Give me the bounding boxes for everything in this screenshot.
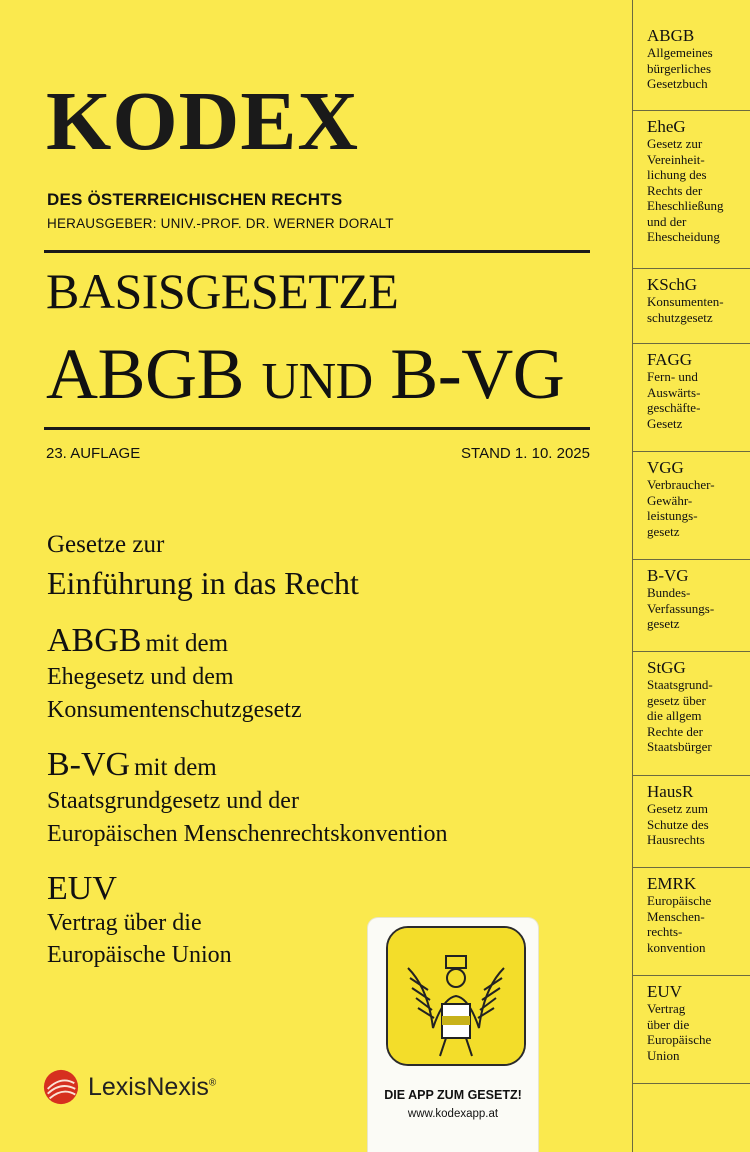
tab-abgb[interactable]	[633, 20, 750, 111]
abgb-head: ABGB	[47, 622, 142, 659]
intro-big: Einführung in das Recht	[47, 565, 359, 601]
main-title	[46, 334, 565, 414]
tab-hausr[interactable]	[633, 776, 750, 868]
brand-title: KODEX	[46, 75, 360, 168]
tab-eheg[interactable]	[633, 111, 750, 269]
publisher-logo	[42, 1068, 216, 1106]
tab-desc: Bundes- Verfassungs- gesetz	[647, 585, 715, 631]
eagle-icon	[386, 926, 526, 1066]
tab-desc: Konsumenten- schutzgesetz	[647, 294, 724, 325]
tab-code: KSchG	[647, 275, 698, 294]
tab-bvg[interactable]	[633, 560, 750, 652]
tab-desc: Europäische Menschen- rechts- konvention	[647, 893, 712, 955]
tab-code: FAGG	[647, 350, 693, 369]
tab-kschg[interactable]	[633, 269, 750, 344]
tab-stgg[interactable]	[633, 652, 750, 776]
publisher-name-text: LexisNexis	[88, 1072, 209, 1101]
euv-line2: Europäische Union	[47, 942, 232, 968]
tab-desc: Gesetz zur Vereinheit- lichung des Rechts der Eheschließung und der Ehescheidung	[647, 136, 724, 244]
editor-line: HERAUSGEBER: UNIV.-PROF. DR. WERNER DORALT	[47, 216, 394, 231]
lexisnexis-logo-icon	[42, 1068, 80, 1106]
tab-code: HausR	[647, 782, 694, 801]
tab-fagg[interactable]	[633, 344, 750, 452]
app-badge[interactable]	[368, 918, 538, 1152]
abgb-heading	[47, 624, 228, 658]
divider-top	[44, 250, 590, 253]
title-bvg: B-VG	[390, 334, 565, 414]
tab-emrk[interactable]	[633, 868, 750, 976]
tab-desc: Staatsgrund- gesetz über die allgem Rechte der Staatsbürger	[647, 677, 713, 754]
app-url[interactable]: www.kodexapp.at	[407, 1108, 499, 1120]
series-title: BASISGESETZE	[46, 263, 399, 319]
euv-head: EUV	[47, 870, 117, 907]
bvg-line2: Europäischen Menschenrechtskonvention	[47, 821, 448, 847]
abgb-line1: Ehegesetz und dem	[47, 664, 234, 690]
title-und: UND	[261, 353, 373, 410]
tab-code: StGG	[647, 658, 686, 677]
brand-subtitle: DES ÖSTERREICHISCHEN RECHTS	[47, 190, 343, 209]
tab-code: B-VG	[647, 566, 689, 585]
registered-mark: ®	[208, 1077, 217, 1089]
euv-line1: Vertrag über die	[47, 910, 202, 936]
tab-desc: Allgemeines bürgerliches Gesetzbuch	[647, 45, 713, 91]
divider-bottom	[44, 427, 590, 430]
stand-label: STAND 1. 10. 2025	[461, 445, 590, 462]
bvg-mit: mit dem	[134, 754, 217, 781]
tab-vgg[interactable]	[633, 452, 750, 560]
tab-desc: Fern- und Auswärts- geschäfte- Gesetz	[647, 369, 701, 431]
abgb-mit: mit dem	[145, 630, 229, 657]
app-tagline: DIE APP ZUM GESETZ!	[384, 1088, 522, 1102]
tab-euv[interactable]	[633, 976, 750, 1084]
bvg-head: B-VG	[47, 746, 131, 783]
intro-small: Gesetze zur	[47, 531, 165, 558]
tab-desc: Gesetz zum Schutze des Hausrechts	[647, 801, 709, 847]
tab-desc: Verbraucher- Gewähr- leistungs- gesetz	[647, 477, 715, 539]
bvg-heading	[47, 748, 217, 782]
edition-label: 23. AUFLAGE	[46, 445, 141, 462]
tab-strip	[632, 0, 750, 1152]
bvg-line1: Staatsgrundgesetz und der	[47, 788, 299, 814]
tab-code: EMRK	[647, 874, 697, 893]
tab-code: EUV	[647, 982, 682, 1001]
abgb-line2: Konsumentenschutzgesetz	[47, 697, 302, 723]
publisher-name	[88, 1073, 216, 1102]
title-abgb: ABGB	[46, 334, 245, 414]
tab-desc: Vertrag über die Europäische Union	[647, 1001, 712, 1063]
tab-code: EheG	[647, 117, 686, 136]
tab-code: VGG	[647, 458, 684, 477]
tab-code: ABGB	[647, 26, 695, 45]
